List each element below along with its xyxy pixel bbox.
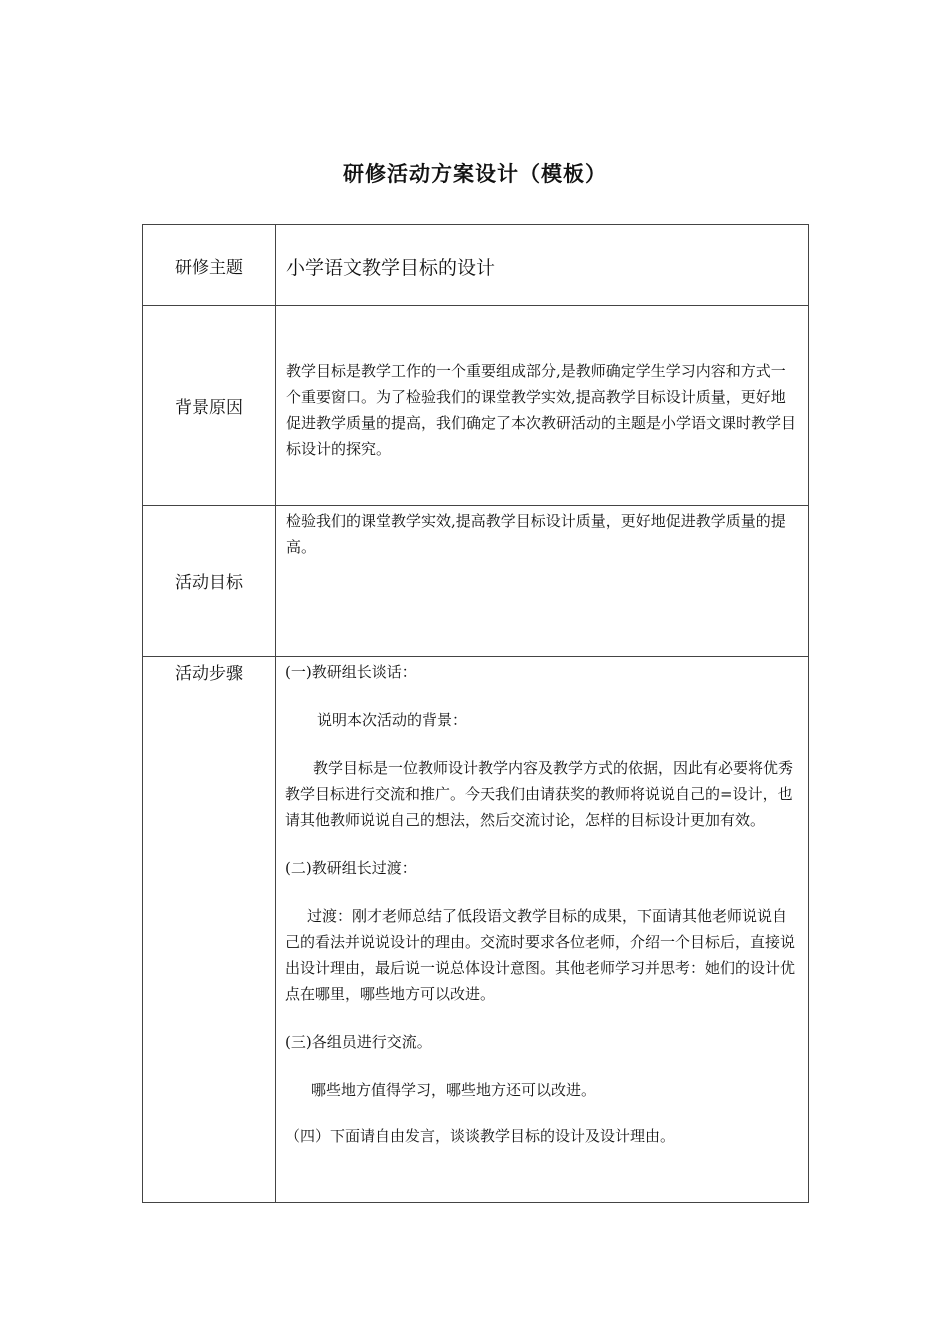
steps-label: 活动步骤: [175, 664, 243, 684]
goal-label: 活动目标: [175, 573, 243, 593]
topic-value: 小学语文教学目标的设计: [286, 257, 496, 279]
goal-text: 检验我们的课堂教学实效,提高教学目标设计质量，更好地促进教学质量的提高。: [286, 512, 786, 556]
step2-heading: (二)教研组长过渡：: [285, 859, 417, 877]
background-text: 教学目标是教学工作的一个重要组成部分,是教师确定学生学习内容和方式一个重要窗口。为了检验我们的课堂教学实效,提高教学目标设计质量，更好地促进教学质量的提高，我们确定了本次教研活动的主题是小学语文课时教学目标设计的探究。: [286, 362, 797, 458]
goal-label-cell: [143, 506, 276, 657]
table-row-goal: [143, 506, 809, 657]
topic-cell: [276, 225, 809, 306]
goal-cell: [276, 506, 809, 657]
topic-label: 研修主题: [143, 225, 276, 306]
steps-label-cell: [143, 657, 276, 1203]
step4-heading: （四）下面请自由发言，谈谈教学目标的设计及设计理由。: [285, 1127, 676, 1145]
steps-cell: [276, 657, 809, 1203]
step1-subheading: 说明本次活动的背景：: [317, 711, 468, 729]
step3-heading: (三)各组员进行交流。: [285, 1033, 432, 1051]
table-row-steps: [143, 657, 809, 1203]
table-row-topic: [143, 225, 809, 306]
step3-body: 哪些地方值得学习，哪些地方还可以改进。: [311, 1081, 597, 1099]
page-title: 研修活动方案设计（模板）: [343, 161, 607, 186]
step1-heading: (一)教研组长谈话：: [285, 663, 417, 681]
step2-body: 过渡：刚才老师总结了低段语文教学目标的成果，下面请其他老师说说自己的看法并说说设计的理由。交流时要求各位老师，介绍一个目标后，直接说出设计理由，最后说一说总体设计意图。其他老师学习并思考：她们的设计优点在哪里，哪些地方可以改进。: [285, 907, 796, 1003]
table-row-background: [143, 306, 809, 506]
background-cell: [276, 306, 809, 506]
background-label: 背景原因: [143, 306, 276, 506]
step1-body: 教学目标是一位教师设计教学内容及教学方式的依据，因此有必要将优秀教学目标进行交流和推广。今天我们由请获奖的教师将说说自己的=设计，也请其他教师说说自己的想法，然后交流讨论，怎样的目标设计更加有效。: [285, 759, 794, 829]
plan-table: [142, 224, 809, 1203]
